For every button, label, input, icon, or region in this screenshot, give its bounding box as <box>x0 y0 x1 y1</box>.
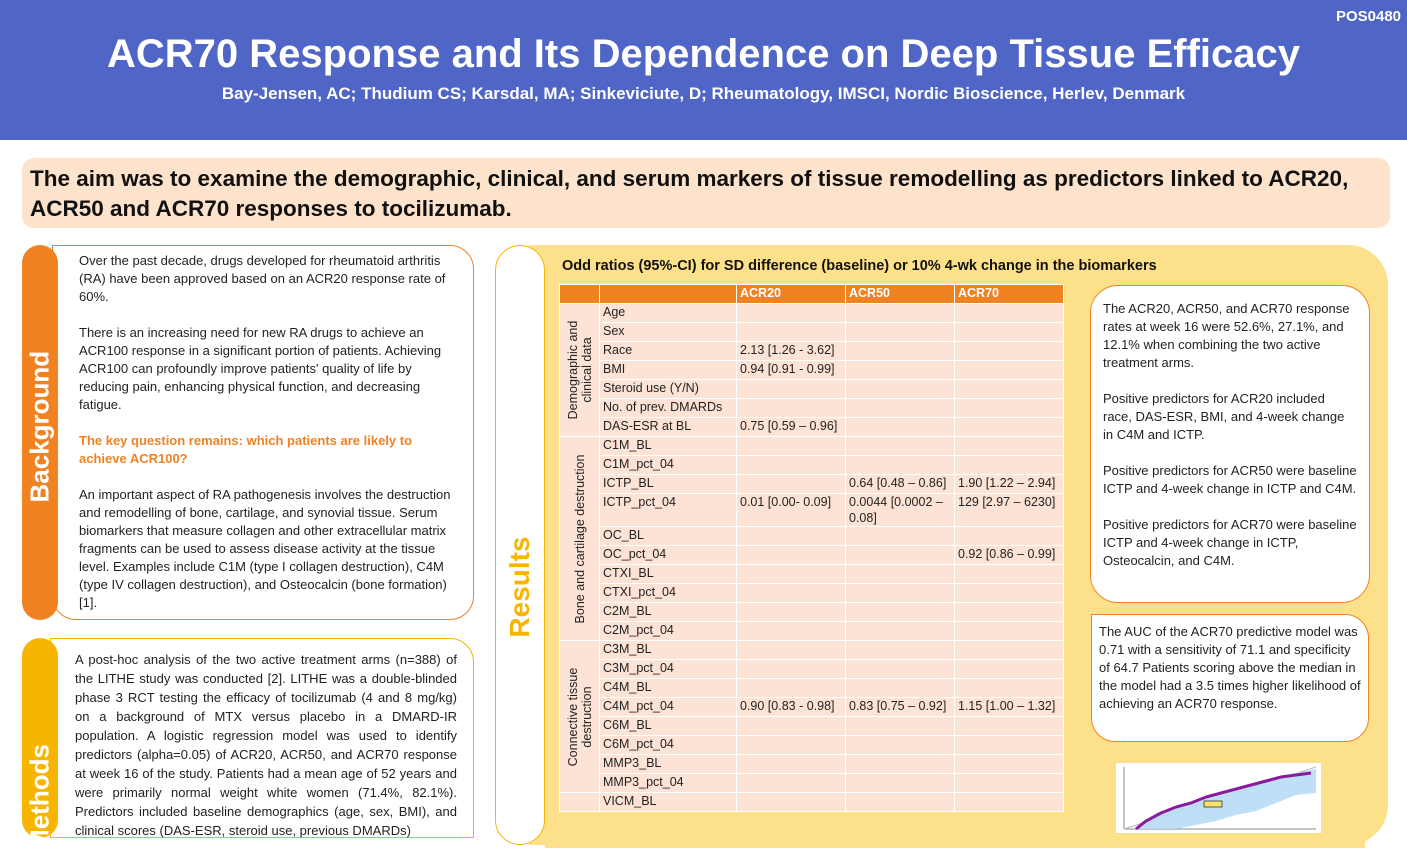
table-cell-value <box>846 774 955 793</box>
table-cell-value: 1.15 [1.00 – 1.32] <box>955 698 1064 717</box>
table-row <box>560 565 1064 584</box>
table-cell-marker: C1M_pct_04 <box>600 456 737 475</box>
table-cell-value: 0.90 [0.83 - 0.98] <box>737 698 846 717</box>
table-header-row <box>560 285 1064 304</box>
background-highlight: The key question remains: which patients are likely to achieve ACR100? <box>79 433 413 466</box>
table-cell-value <box>955 456 1064 475</box>
table-cell-value: 129 [2.97 – 6230] <box>955 494 1064 527</box>
table-cell-value <box>846 546 955 565</box>
table-row <box>560 361 1064 380</box>
table-cell-marker: DAS-ESR at BL <box>600 418 737 437</box>
table-header-acr20: ACR20 <box>737 285 846 304</box>
summary-acr70: Positive predictors for ACR70 were baseline ICTP and 4-week change in ICTP, Osteocalcin, and C4M. <box>1103 517 1357 568</box>
table-cell-marker: ICTP_pct_04 <box>600 494 737 527</box>
table-cell-value <box>737 641 846 660</box>
table-group-label: Demographic and clinical data <box>565 320 594 420</box>
table-cell-value <box>737 475 846 494</box>
table-cell-value: 0.64 [0.48 – 0.86] <box>846 475 955 494</box>
table-cell-marker: OC_pct_04 <box>600 546 737 565</box>
table-cell-value <box>737 456 846 475</box>
table-group-label: Bone and cartilage destruction <box>572 454 587 623</box>
table-cell-value <box>737 660 846 679</box>
table-cell-value <box>846 660 955 679</box>
background-tab <box>22 245 58 620</box>
table-row <box>560 584 1064 603</box>
table-cell-marker: CTXI_pct_04 <box>600 584 737 603</box>
table-cell-marker: C3M_BL <box>600 641 737 660</box>
summary-acr20: Positive predictors for ACR20 included race, DAS-ESR, BMI, and 4-week change in C4M and ICTP. <box>1103 391 1345 442</box>
table-cell-value <box>955 304 1064 323</box>
table-cell-marker: OC_BL <box>600 527 737 546</box>
table-row <box>560 399 1064 418</box>
table-cell-marker: Steroid use (Y/N) <box>600 380 737 399</box>
table-row <box>560 736 1064 755</box>
table-row <box>560 494 1064 527</box>
table-cell-marker: C3M_pct_04 <box>600 660 737 679</box>
table-cell-value <box>737 755 846 774</box>
table-cell-value <box>737 793 846 812</box>
table-cell-value <box>846 304 955 323</box>
table-group-cell <box>560 437 600 641</box>
table-cell-value <box>846 679 955 698</box>
table-cell-marker: CTXI_BL <box>600 565 737 584</box>
table-cell-value <box>846 418 955 437</box>
table-cell-value <box>955 736 1064 755</box>
table-cell-value <box>737 717 846 736</box>
table-group-cell <box>560 641 600 793</box>
table-cell-value <box>737 437 846 456</box>
table-row <box>560 342 1064 361</box>
table-cell-value: 0.75 [0.59 – 0.96] <box>737 418 846 437</box>
table-cell-value: 2.13 [1.26 - 3.62] <box>737 342 846 361</box>
table-cell-marker: C4M_BL <box>600 679 737 698</box>
table-cell-value <box>737 399 846 418</box>
table-row <box>560 679 1064 698</box>
table-row <box>560 698 1064 717</box>
table-cell-value <box>846 399 955 418</box>
table-cell-value <box>737 774 846 793</box>
table-cell-value <box>737 546 846 565</box>
table-row <box>560 456 1064 475</box>
table-header-marker <box>600 285 737 304</box>
table-cell-value <box>846 755 955 774</box>
table-cell-value <box>955 437 1064 456</box>
table-cell-value <box>737 622 846 641</box>
background-label: Background <box>24 350 55 503</box>
table-row <box>560 717 1064 736</box>
table-cell-value: 0.83 [0.75 – 0.92] <box>846 698 955 717</box>
table-cell-value <box>737 304 846 323</box>
table-cell-value <box>737 736 846 755</box>
background-paragraph-3: An important aspect of RA pathogenesis involves the destruction and remodelling of bone, cartilage, and synovial tissue. Serum biomarkers that measure collagen and other extracellular matrix fragments can be used to assess disease activity at the tissue level. Examples include C1M (type I collagen destruction), C4M (type IV collagen destruction), and Osteocalcin (bone formation) [1]. <box>79 487 451 610</box>
table-cell-value <box>955 603 1064 622</box>
table-row <box>560 304 1064 323</box>
table-cell-value <box>955 380 1064 399</box>
table-cell-marker: VICM_BL <box>600 793 737 812</box>
table-cell-value <box>955 527 1064 546</box>
table-cell-value <box>846 584 955 603</box>
table-row <box>560 774 1064 793</box>
table-cell-value <box>955 717 1064 736</box>
table-group-cell <box>560 304 600 437</box>
table-cell-marker: C1M_BL <box>600 437 737 456</box>
table-cell-value: 1.90 [1.22 – 2.94] <box>955 475 1064 494</box>
aim-box: The aim was to examine the demographic, clinical, and serum markers of tissue remodelling as predictors linked to ACR20, ACR50 and ACR70 responses to tocilizumab. <box>22 158 1390 228</box>
table-cell-value <box>846 361 955 380</box>
table-cell-value <box>737 527 846 546</box>
table-cell-value <box>846 456 955 475</box>
table-cell-value <box>955 565 1064 584</box>
table-cell-value <box>955 793 1064 812</box>
table-cell-marker: C4M_pct_04 <box>600 698 737 717</box>
table-row <box>560 527 1064 546</box>
poster-title: ACR70 Response and Its Dependence on Deep Tissue Efficacy <box>107 32 1300 76</box>
table-cell-value <box>846 717 955 736</box>
results-label: Results <box>504 536 535 638</box>
table-row <box>560 546 1064 565</box>
table-title: Odd ratios (95%-CI) for SD difference (baseline) or 10% 4-wk change in the biomarkers <box>562 258 1157 274</box>
table-cell-value: 0.94 [0.91 - 0.99] <box>737 361 846 380</box>
methods-text: A post-hoc analysis of the two active treatment arms (n=388) of the LITHE study was conducted [2]. LITHE was a double-blinded phase 3 RCT testing the efficacy of tocilizumab (4 and 8 mg/kg) on a background of MTX versus placebo in a DMARD-IR population. A logistic regression model was used to identify predictors (alpha=0.05) of ACR20, ACR50, and ACR70 response at week 16 of the study. Patients had a mean age of 52 years and were primarily normal weight white women (71.4%, 82.1%). Predictors included baseline demographics (age, sex, BMI), and clinical scores (DAS-ESR, steroid use, previous DMARDs) <box>75 652 457 838</box>
table-header-group <box>560 285 600 304</box>
table-cell-value <box>955 399 1064 418</box>
table-cell-value <box>846 437 955 456</box>
odds-ratio-table <box>559 284 1064 812</box>
table-cell-value <box>955 755 1064 774</box>
table-row <box>560 641 1064 660</box>
table-cell-marker: MMP3_pct_04 <box>600 774 737 793</box>
table-cell-marker: ICTP_BL <box>600 475 737 494</box>
summary-response-rates: The ACR20, ACR50, and ACR70 response rates at week 16 were 52.6%, 27.1%, and 12.1% when combining the two active treatment arms. <box>1103 301 1350 370</box>
roc-chart-image <box>1116 763 1321 833</box>
table-row <box>560 622 1064 641</box>
table-cell-value <box>846 527 955 546</box>
table-row <box>560 755 1064 774</box>
table-cell-marker: C6M_BL <box>600 717 737 736</box>
table-cell-value <box>955 679 1064 698</box>
methods-label: Methods <box>24 744 55 851</box>
table-row <box>560 603 1064 622</box>
table-cell-marker: Race <box>600 342 737 361</box>
table-cell-marker: C6M_pct_04 <box>600 736 737 755</box>
table-cell-value: 0.01 [0.00- 0.09] <box>737 494 846 527</box>
table-cell-value <box>955 418 1064 437</box>
table-row <box>560 323 1064 342</box>
table-row <box>560 660 1064 679</box>
header-banner <box>0 0 1407 140</box>
table-row <box>560 437 1064 456</box>
table-cell-value <box>846 736 955 755</box>
table-cell-value <box>737 679 846 698</box>
auc-box: The AUC of the ACR70 predictive model was 0.71 with a sensitivity of 71.1 and specificity of 64.7 Patients scoring above the median in the model had a 3.5 times higher likelihood of achieving an ACR70 response. <box>1091 614 1369 742</box>
table-cell-marker: BMI <box>600 361 737 380</box>
table-row <box>560 380 1064 399</box>
table-header-acr70: ACR70 <box>955 285 1064 304</box>
table-cell-marker: C2M_pct_04 <box>600 622 737 641</box>
table-row <box>560 418 1064 437</box>
table-cell-marker: C2M_BL <box>600 603 737 622</box>
table-cell-value <box>846 793 955 812</box>
table-group-label: Connective tissue destruction <box>565 667 594 766</box>
table-cell-value <box>955 361 1064 380</box>
table-cell-value <box>955 641 1064 660</box>
table-cell-value <box>846 323 955 342</box>
table-cell-value <box>737 565 846 584</box>
table-group-cell <box>560 793 600 812</box>
background-paragraph-1: Over the past decade, drugs developed for rheumatoid arthritis (RA) have been approved based on an ACR20 response rate of 60%. <box>79 253 446 304</box>
results-summary <box>1090 285 1370 603</box>
table-cell-marker: No. of prev. DMARDs <box>600 399 737 418</box>
table-cell-marker: MMP3_BL <box>600 755 737 774</box>
table-cell-value <box>737 603 846 622</box>
table-cell-value <box>846 622 955 641</box>
table-cell-value <box>955 584 1064 603</box>
table-cell-value <box>955 342 1064 361</box>
table-cell-value: 0.0044 [0.0002 – 0.08] <box>846 494 955 527</box>
table-cell-value <box>846 641 955 660</box>
table-row <box>560 475 1064 494</box>
summary-acr50: Positive predictors for ACR50 were baseline ICTP and 4-week change in ICTP and C4M. <box>1103 463 1357 496</box>
table-header-acr50: ACR50 <box>846 285 955 304</box>
background-paragraph-2: There is an increasing need for new RA drugs to achieve an ACR100 response in a significant portion of patients. Achieving ACR100 can profoundly improve patients' quality of life by reducing pain, enhancing physical function, and decreasing fatigue. <box>79 325 442 412</box>
table-cell-value <box>737 380 846 399</box>
table-cell-value <box>955 323 1064 342</box>
table-cell-value <box>737 584 846 603</box>
table-row <box>560 793 1064 812</box>
roc-chart-graphic <box>1116 763 1321 833</box>
results-tab <box>495 245 545 845</box>
poster-id: POS0480 <box>1335 8 1401 25</box>
table-cell-value <box>846 342 955 361</box>
table-cell-value <box>846 380 955 399</box>
table-cell-value <box>846 603 955 622</box>
background-text <box>79 252 454 630</box>
table-cell-value <box>955 774 1064 793</box>
table-cell-value: 0.92 [0.86 – 0.99] <box>955 546 1064 565</box>
table-cell-value <box>737 323 846 342</box>
table-cell-value <box>955 660 1064 679</box>
table-cell-marker: Sex <box>600 323 737 342</box>
poster-authors: Bay-Jensen, AC; Thudium CS; Karsdal, MA; Sinkeviciute, D; Rheumatology, IMSCI, Nordic Bioscience, Herlev, Denmark <box>221 84 1186 103</box>
methods-tab <box>22 638 58 851</box>
table-cell-value <box>955 622 1064 641</box>
table-cell-marker: Age <box>600 304 737 323</box>
table-cell-value <box>846 565 955 584</box>
